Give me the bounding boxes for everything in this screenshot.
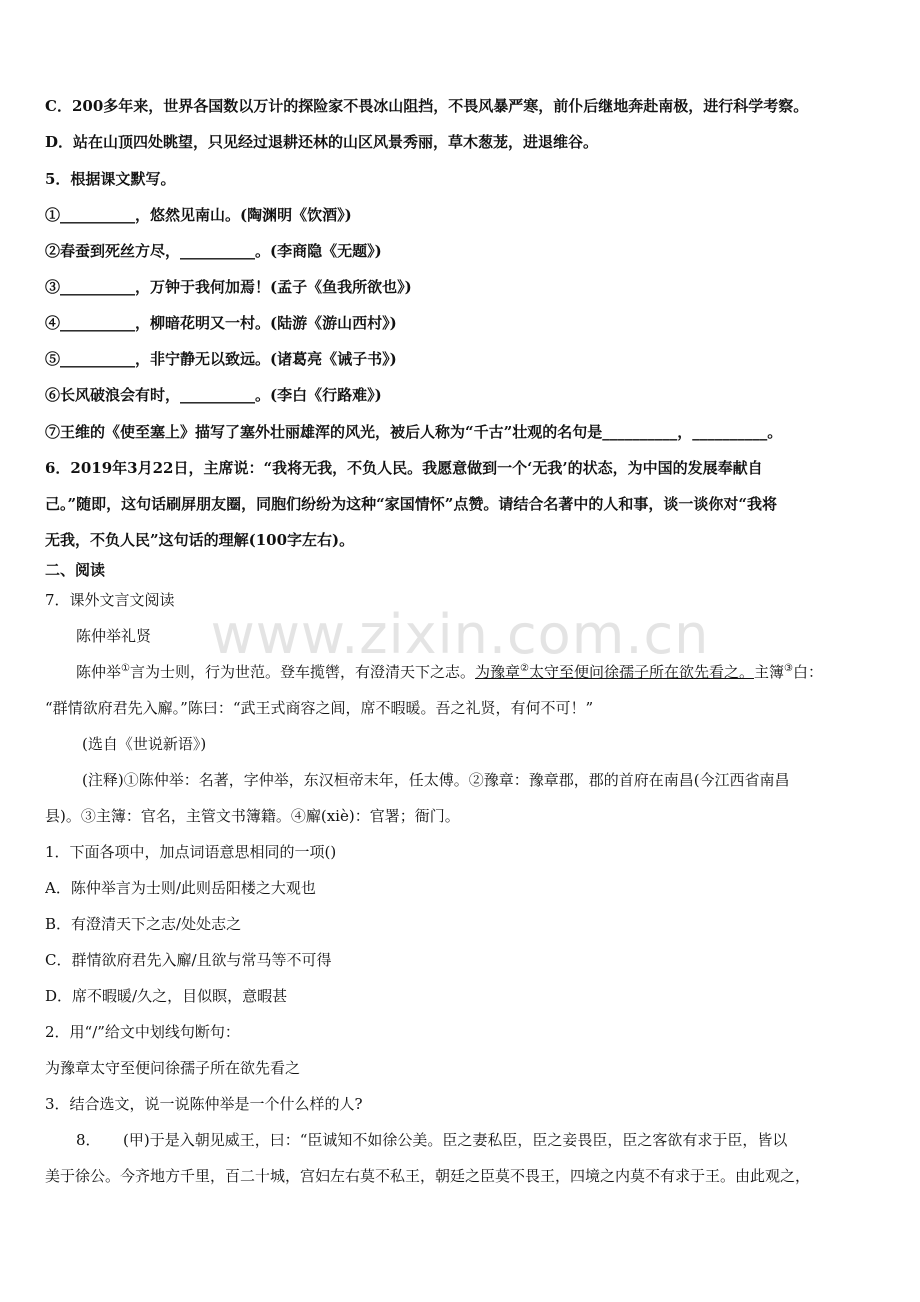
passage-text: 言为士则，行为世范。登车揽辔，有澄清天下之志。 (129, 663, 475, 681)
passage-line-1 (76, 662, 880, 682)
annotation-line-2: 县)。③主簿：官名，主管文书簿籍。④廨(xiè)：官署；衙门。 (45, 807, 460, 825)
underlined-text: 太守至便问徐孺子所在欲先看之。 (528, 663, 754, 681)
annotation-line-1: (注释)①陈仲举：名著，字仲举，东汉桓帝末年，任太傅。②豫章：豫章郡，郡的首府在南昌(今江西省南昌 (82, 771, 790, 789)
passage-text: 主簿 (754, 663, 785, 681)
section-reading-heading: 二、阅读 (45, 561, 106, 579)
subquestion-2-sentence: 为豫章太守至便问徐孺子所在欲先看之 (45, 1059, 301, 1077)
question-7-title: 7．课外文言文阅读 (45, 591, 175, 609)
option-d-sentence: D．站在山顶四处眺望，只见经过退耕还林的山区风景秀丽，草木葱茏，进退维谷。 (45, 133, 599, 151)
choice-c: C．群情欲府君先入廨/且欲与常马等不可得 (45, 951, 332, 969)
question-5-title: 5．根据课文默写。 (45, 170, 176, 188)
question-6-line-3: 无我，不负人民”这句话的理解(100字左右)。 (45, 531, 355, 549)
choice-b: B．有澄清天下之志/处处志之 (45, 915, 242, 933)
passage-title: 陈仲举礼贤 (76, 627, 152, 645)
footnote-marker-1: ① (121, 663, 130, 674)
question-6-line-1: 6．2019年3月22日，主席说：“我将无我，不负人民。我愿意做到一个‘无我’的状态，为中国的发展奉献自 (45, 459, 763, 477)
subquestion-1: 1．下面各项中，加点词语意思相同的一项() (45, 843, 337, 861)
dictation-item-5: ⑤__________，非宁静无以致远。(诸葛亮《诫子书》) (45, 350, 397, 368)
watermark: www.zixin.com.cn (210, 603, 710, 666)
choice-d: D．席不暇暖/久之，目似瞑，意暇甚 (45, 987, 288, 1005)
dictation-item-7: ⑦王维的《使至塞上》描写了塞外壮丽雄浑的风光，被后人称为“千古”壮观的名句是__________，__________。 (45, 423, 783, 441)
underlined-text: 为豫章 (475, 663, 521, 681)
dictation-item-6: ⑥长风破浪会有时，__________。(李白《行路难》) (45, 386, 382, 404)
subquestion-2: 2．用“/”给文中划线句断句： (45, 1023, 240, 1041)
passage-line-2: “群情欲府君先入廨。”陈曰：“武王式商容之闾，席不暇暖。吾之礼贤，有何不可！” (45, 699, 594, 717)
option-c-sentence: C．200多年来，世界各国数以万计的探险家不畏冰山阻挡，不畏风暴严寒，前仆后继地奔赴南极，进行科学考察。 (45, 97, 809, 115)
dictation-item-3: ③__________，万钟于我何加焉！(孟子《鱼我所欲也》) (45, 278, 412, 296)
question-6-line-2: 己。”随即，这句话刷屏朋友圈，同胞们纷纷为这种“家国情怀”点赞。请结合名著中的人和事，谈一谈你对“我将 (45, 495, 778, 513)
choice-a: A．陈仲举言为士则/此则岳阳楼之大观也 (45, 879, 316, 897)
subquestion-3: 3．结合选文，说一说陈仲举是一个什么样的人? (45, 1095, 363, 1113)
passage-text: 白： (792, 663, 823, 681)
dictation-item-2: ②春蚕到死丝方尽，__________。(李商隐《无题》) (45, 242, 382, 260)
dictation-item-1: ①__________，悠然见南山。(陶渊明《饮酒》) (45, 206, 352, 224)
passage-text: 陈仲举 (76, 663, 122, 681)
dictation-item-4: ④__________，柳暗花明又一村。(陆游《游山西村》) (45, 314, 397, 332)
passage-source: (选自《世说新语》) (82, 735, 207, 753)
underlined-sentence (475, 663, 754, 681)
footnote-marker-2: ② (520, 663, 529, 674)
footnote-marker-3: ③ (784, 663, 793, 674)
question-8-line-2: 美于徐公。今齐地方千里，百二十城，宫妇左右莫不私王，朝廷之臣莫不畏王，四境之内莫不有求于王。由此观之， (45, 1167, 811, 1185)
question-8-line-1: 8． (甲)于是入朝见威王，曰：“臣诚知不如徐公美。臣之妻私臣，臣之妾畏臣，臣之客欲有求于臣，皆以 (76, 1131, 788, 1149)
